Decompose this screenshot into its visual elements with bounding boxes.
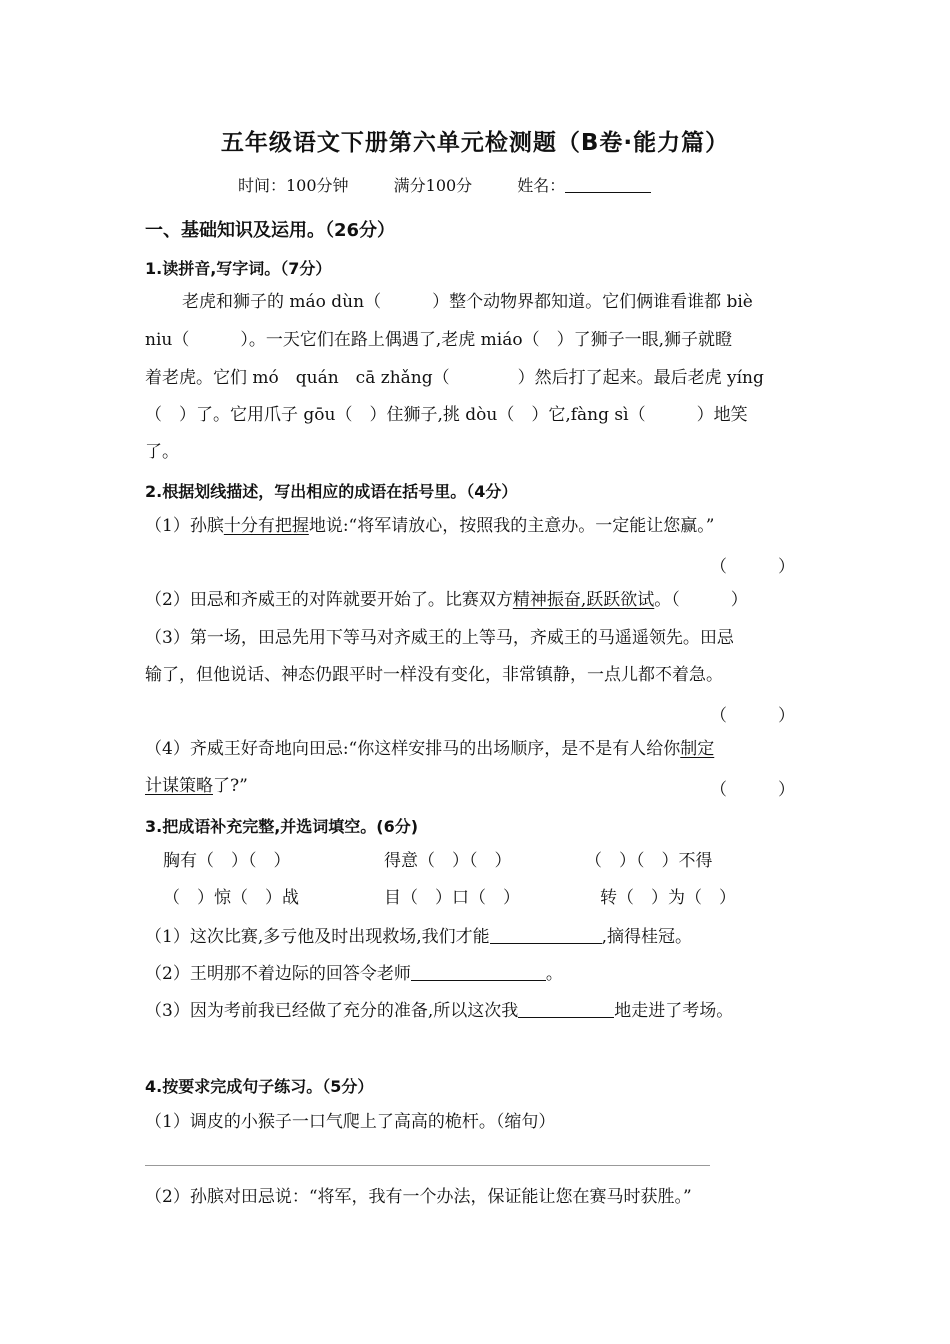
q2-item-1-underlined: 十分有把握 — [223, 516, 309, 536]
q3-s3-pre: （3）因为考前我已经做了充分的准备,所以这次我 — [145, 1001, 519, 1021]
q4-sentence-1: （1）调皮的小猴子一口气爬上了高高的桅杆。（缩句） — [145, 1112, 556, 1132]
q2-item-2-underlined: 精神振奋,跃跃欲试 — [512, 590, 655, 610]
q4-heading: 4.按要求完成句子练习。（5分） — [145, 1077, 374, 1096]
q1-line-4: （ ）了。它用爪子 gōu（ ）住狮子,挑 dòu（ ）它,fàng sì（ ）地笑 — [145, 405, 748, 425]
idiom-2[interactable]: 得意（ ）（ ） — [384, 851, 512, 871]
q2-item-4-underlined-1: 制定 — [680, 739, 715, 759]
q2-item-3-line-1: （3）第一场，田忌先用下等马对齐威王的上等马，齐威王的马遥遥领先。田忌 — [145, 628, 734, 648]
idiom-1[interactable]: 胸有（ ）（ ） — [163, 851, 291, 871]
q2-item-4-underlined-2: 计谋策略 — [145, 776, 213, 796]
q2-heading: 2.根据划线描述，写出相应的成语在括号里。（4分） — [145, 482, 518, 501]
q2-item-2 — [145, 589, 748, 611]
q2-item-4-line-2 — [145, 775, 248, 797]
q1-line-3: 着老虎。它们 mó quán cā zhǎng（ ）然后打了起来。最后老虎 yíng — [145, 368, 764, 388]
exam-title: 五年级语文下册第六单元检测题（B卷·能力篇） — [220, 130, 730, 156]
q4-sentence-2: （2）孙膑对田忌说：“将军，我有一个办法，保证能让您在赛马时获胜。” — [145, 1187, 692, 1207]
exam-time: 时间：100分钟 — [238, 176, 349, 195]
q2-item-1 — [145, 515, 714, 537]
q3-s3-blank[interactable] — [518, 1016, 614, 1018]
idiom-4[interactable]: （ ）惊（ ）战 — [163, 888, 299, 908]
idiom-5[interactable]: 目（ ）口（ ） — [384, 888, 520, 908]
q1-line-5: 了。 — [145, 442, 179, 462]
q2-item-1-pre: （1）孙膑 — [145, 516, 224, 536]
name-field[interactable] — [565, 192, 651, 193]
q3-s1-blank[interactable] — [490, 942, 602, 944]
q2-item-4-post: 了?” — [213, 776, 248, 796]
q2-item-4-pre: （4）齐威王好奇地向田忌:“你这样安排马的出场顺序，是不是有人给你 — [145, 739, 681, 759]
exam-meta — [238, 173, 651, 196]
idiom-3[interactable]: （ ）（ ）不得 — [585, 851, 713, 871]
q3-s3-post: 地走进了考场。 — [614, 1001, 734, 1021]
q3-sentence-2 — [145, 963, 563, 985]
q2-item-1-answer[interactable]: （ ） — [710, 557, 795, 577]
q2-item-4-answer[interactable]: （ ） — [710, 780, 795, 800]
q3-s1-post: ,摘得桂冠。 — [601, 927, 693, 947]
exam-score: 满分100分 — [393, 176, 473, 195]
q3-sentence-3 — [145, 1000, 733, 1022]
q4-answer-line-1[interactable] — [145, 1165, 710, 1166]
q1-line-2: niu（ ）。一天它们在路上偶遇了,老虎 miáo（ ）了狮子一眼,狮子就瞪 — [145, 330, 732, 350]
name-label: 姓名： — [517, 176, 566, 195]
q1-line-1: 老虎和狮子的 máo dùn（ ）整个动物界都知道。它们俩谁看谁都 biè — [182, 292, 753, 312]
q3-s2-post: 。 — [545, 964, 563, 984]
q3-heading: 3.把成语补充完整,并选词填空。(6分) — [145, 817, 419, 836]
q2-item-2-pre: （2）田忌和齐威王的对阵就要开始了。比赛双方 — [145, 590, 513, 610]
part1-heading: 一、基础知识及运用。（26分） — [145, 220, 396, 241]
q3-s2-blank[interactable] — [411, 979, 546, 981]
q3-sentence-1 — [145, 926, 692, 948]
q2-item-3-answer[interactable]: （ ） — [710, 706, 795, 726]
q3-s2-pre: （2）王明那不着边际的回答令老师 — [145, 964, 411, 984]
q2-item-4-line-1 — [145, 738, 714, 760]
q2-item-3-line-2: 输了，但他说话、神态仍跟平时一样没有变化，非常镇静，一点儿都不着急。 — [145, 665, 723, 685]
q2-item-1-post: 地说:“将军请放心，按照我的主意办。一定能让您赢。” — [308, 516, 715, 536]
q3-s1-pre: （1）这次比赛,多亏他及时出现救场,我们才能 — [145, 927, 490, 947]
idiom-6[interactable]: 转（ ）为（ ） — [600, 888, 736, 908]
q2-item-2-post[interactable]: 。（ ） — [654, 590, 748, 610]
q1-heading: 1.读拼音,写字词。（7分） — [145, 259, 332, 278]
